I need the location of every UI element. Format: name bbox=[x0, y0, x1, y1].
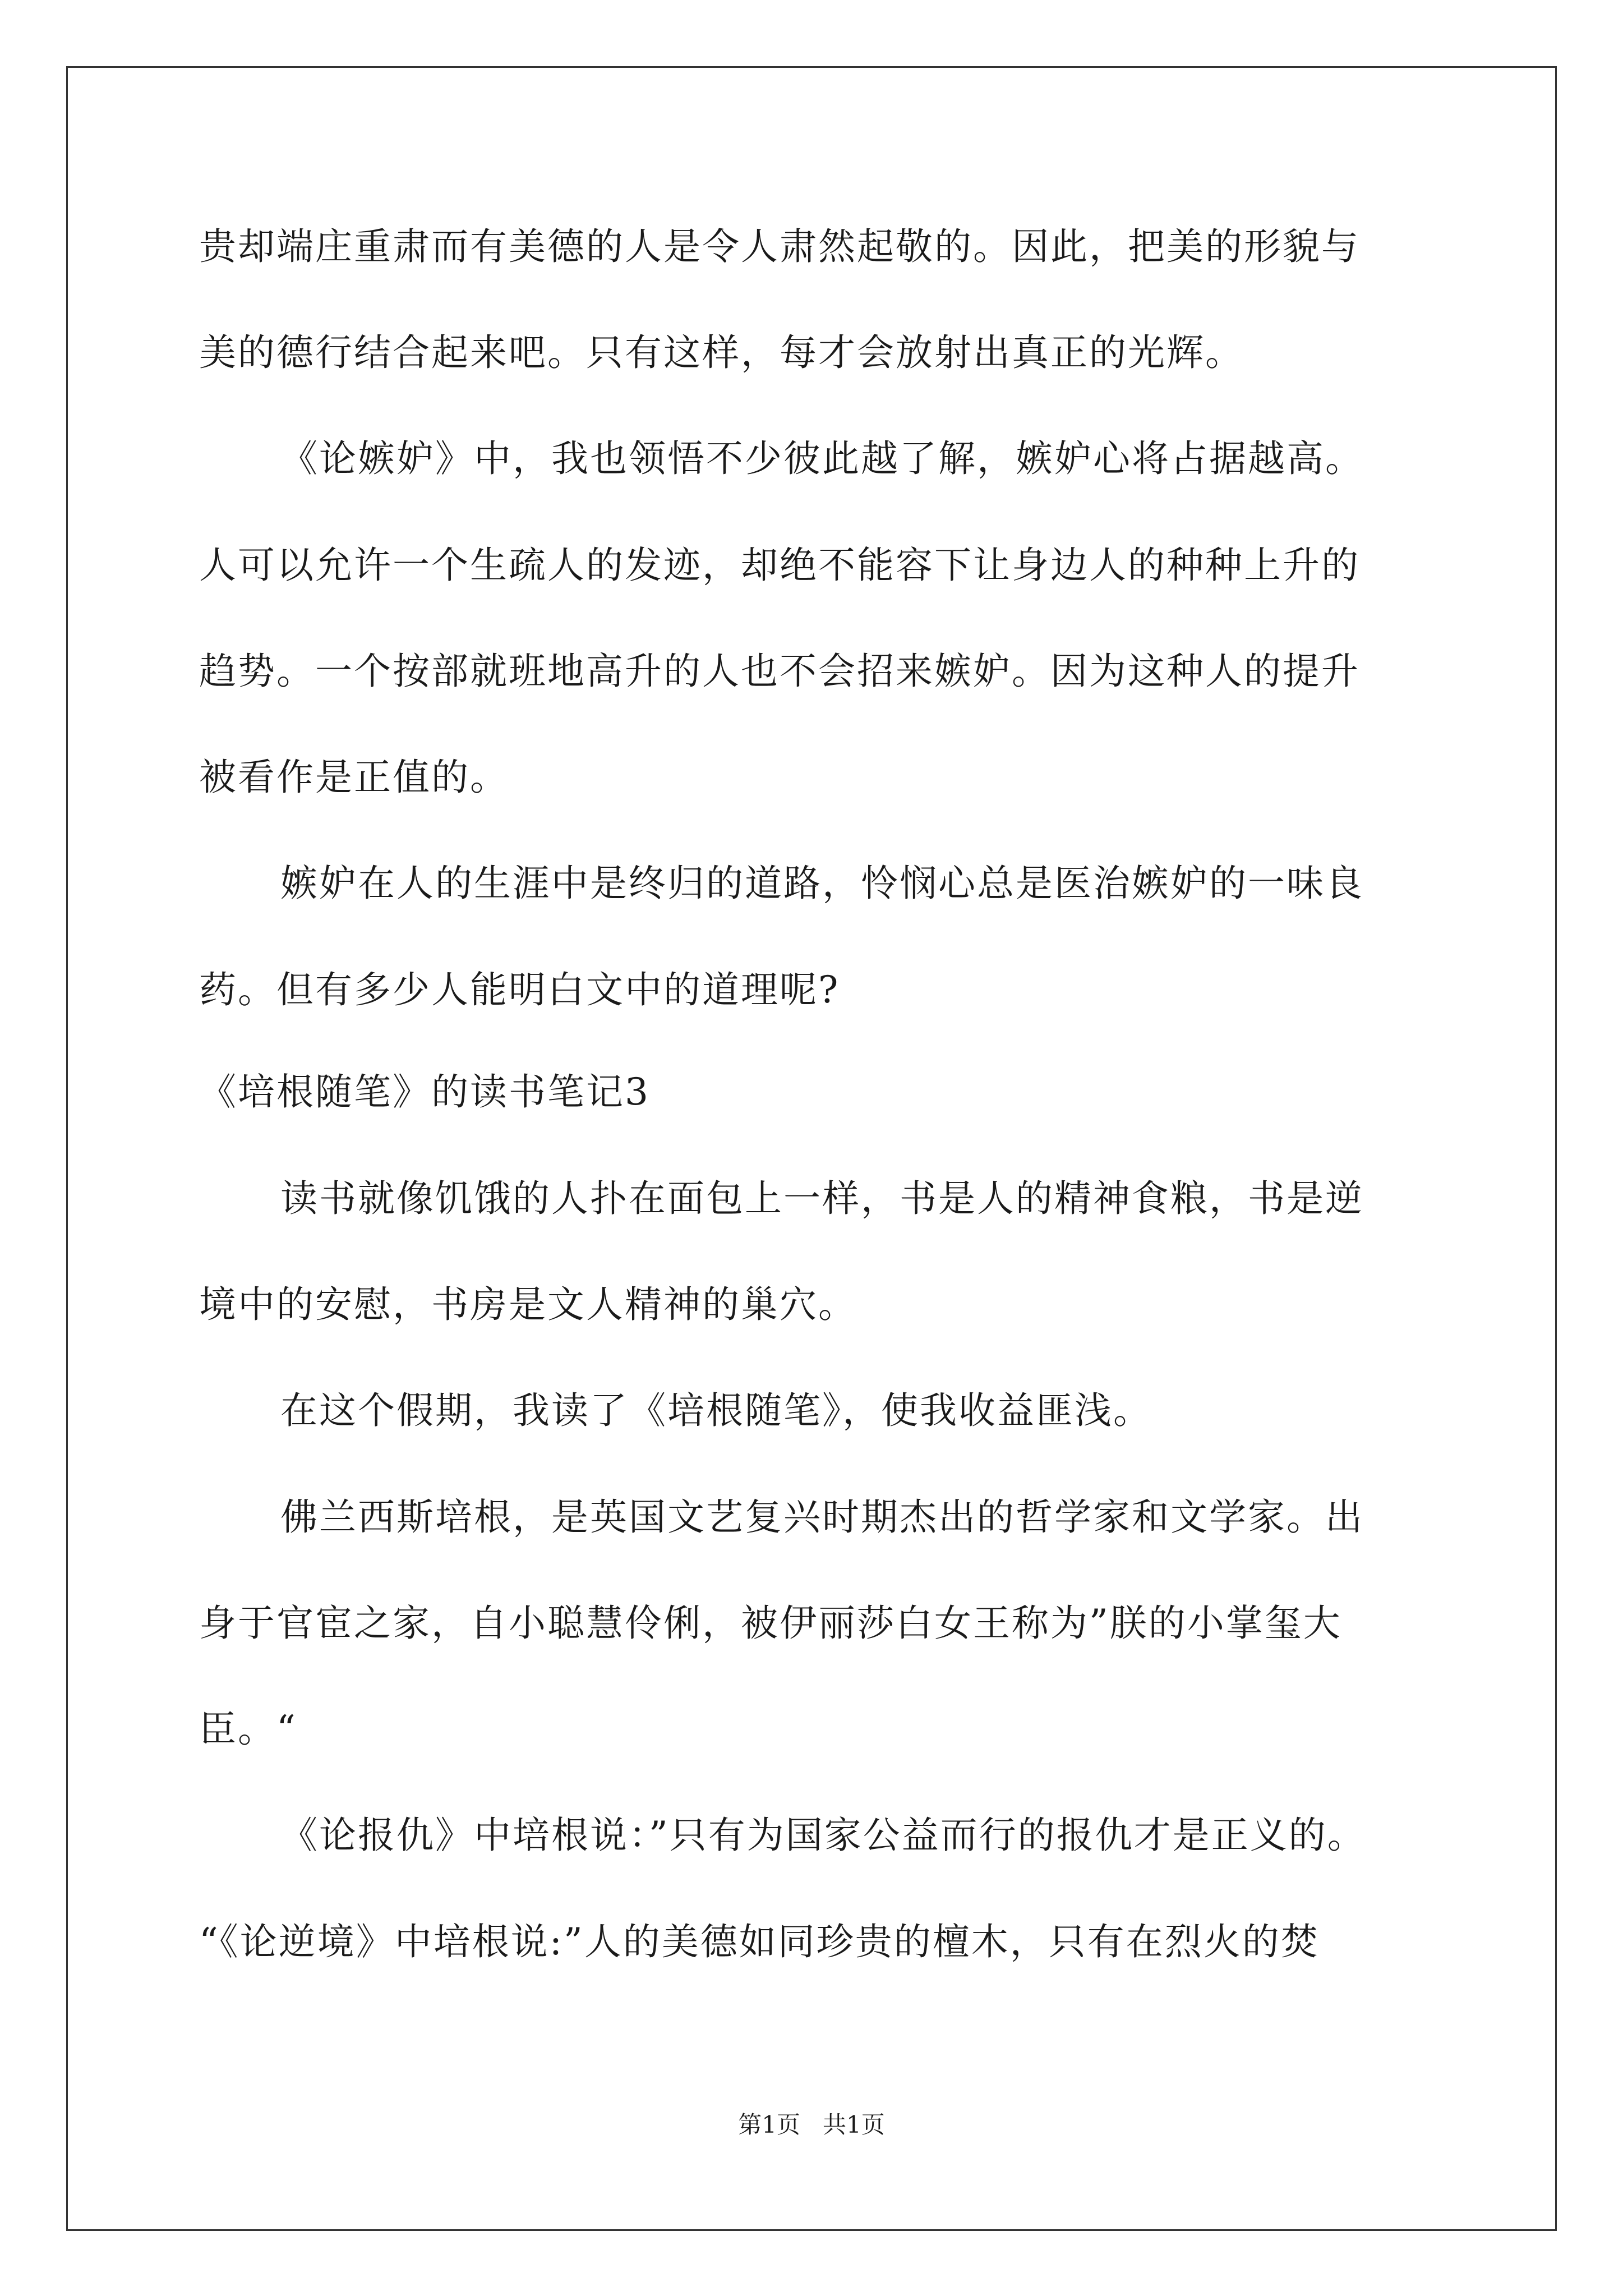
text-line: 贵却端庄重肃而有美德的人是令人肃然起敬的。因此，把美的形貌与 bbox=[199, 225, 1360, 268]
page-footer: 第1页 共1页 bbox=[738, 2111, 885, 2138]
text-line: 人可以允许一个生疏人的发迹，却绝不能容下让身边人的种种上升的 bbox=[199, 544, 1360, 587]
text-line: 趋势。一个按部就班地高升的人也不会招来嫉妒。因为这种人的提升 bbox=[199, 650, 1360, 693]
text-line: 臣。“ bbox=[199, 1708, 297, 1751]
section-heading: 《培根随笔》的读书笔记3 bbox=[199, 1070, 650, 1114]
text-line: 身于官宦之家，自小聪慧伶俐，被伊丽莎白女王称为”朕的小掌玺大 bbox=[199, 1602, 1342, 1645]
text-line: 境中的安慰，书房是文人精神的巢穴。 bbox=[199, 1283, 857, 1326]
text-line: 在这个假期，我读了《培根随笔》，使我收益匪浅。 bbox=[280, 1389, 1152, 1432]
page-border bbox=[66, 66, 1557, 2231]
text-line: 佛兰西斯培根，是英国文艺复兴时期杰出的哲学家和文学家。出 bbox=[280, 1496, 1364, 1539]
text-line: 《论报仇》中培根说：”只有为国家公益而行的报仇才是正义的。 bbox=[280, 1814, 1366, 1857]
text-line: 美的德行结合起来吧。只有这样，每才会放射出真正的光辉。 bbox=[199, 331, 1244, 374]
text-line: 被看作是正值的。 bbox=[199, 756, 509, 799]
text-line: 药。但有多少人能明白文中的道理呢? bbox=[199, 968, 840, 1011]
text-line: 嫉妒在人的生涯中是终归的道路，怜悯心总是医治嫉妒的一味良 bbox=[280, 862, 1364, 905]
text-line: 读书就像饥饿的人扑在面包上一样，书是人的精神食粮，书是逆 bbox=[280, 1177, 1364, 1220]
text-line: “《论逆境》中培根说:”人的美德如同珍贵的檀木，只有在烈火的焚 bbox=[199, 1920, 1320, 1963]
text-line: 《论嫉妒》中，我也领悟不少彼此越了解，嫉妒心将占据越高。 bbox=[280, 437, 1364, 480]
